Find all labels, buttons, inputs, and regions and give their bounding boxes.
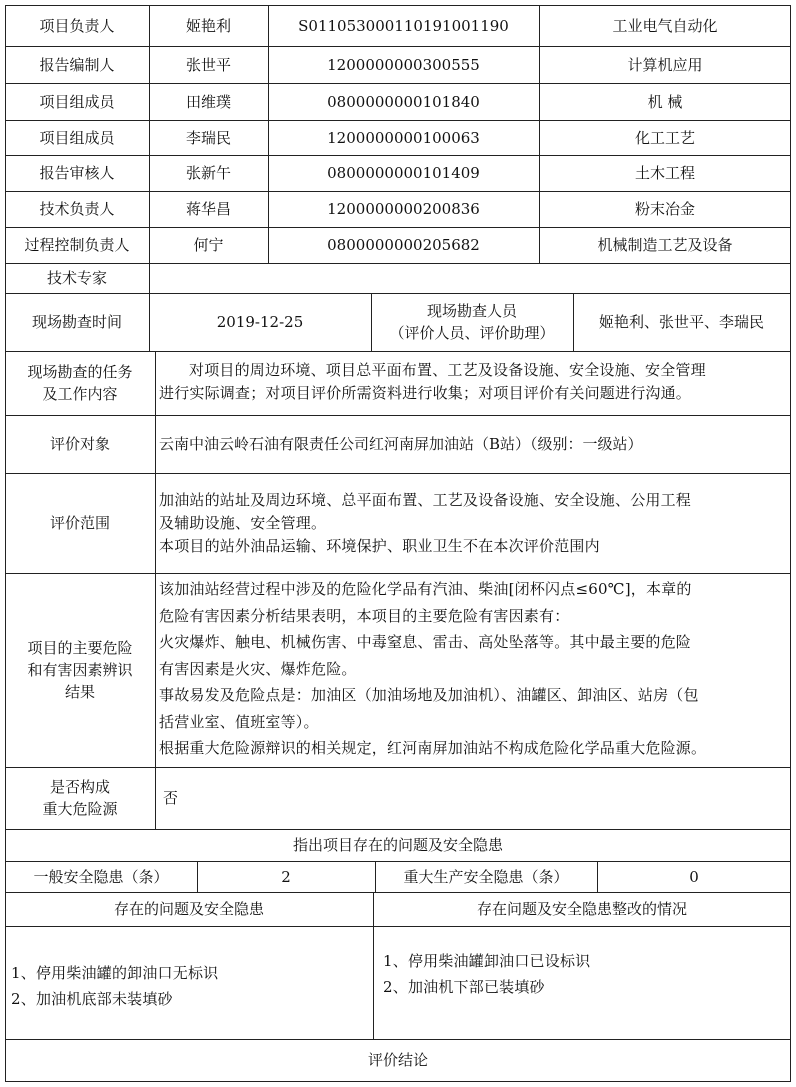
task-label-line-2: 及工作内容 [42,385,118,403]
personnel-name-6: 蒋华昌 [185,200,231,218]
scope-line-2: 及辅助设施、安全管理。 [159,514,327,532]
personnel-major-7: 机械制造工艺及设备 [597,236,733,254]
personnel-name-7: 何宁 [193,236,224,254]
object-value: 云南中油云岭石油有限责任公司红河南屏加油站（B站）（级别：一级站） [159,435,643,453]
personnel-name-3: 田维璞 [185,92,231,111]
hazards-line-6: 括营业室、值班室等）。 [159,712,319,731]
problem-item-2: 2、加油机底部未装填砂 [11,990,173,1008]
major-hazard-issue-count: 0 [689,867,699,886]
hazards-label-line-1: 项目的主要危险 [27,639,133,657]
personnel-name-2: 张世平 [185,55,231,74]
personnel-role-4: 项目组成员 [39,128,115,147]
personnel-cert-6: 1200000000200836 [327,200,480,218]
personnel-major-5: 土木工程 [634,164,695,182]
task-line-1: 对项目的周边环境、项目总平面布置、工艺及设备设施、安全设施、安全管理 [189,361,706,379]
evaluation-form [5,5,791,1082]
scope-line-3: 本项目的站外油品运输、环境保护、职业卫生不在本次评价范围内 [159,537,600,555]
survey-staff-label-line-1: 现场勘查人员 [426,302,517,320]
hazards-content [159,576,789,762]
task-label [5,351,155,415]
hazards-line-1: 该加油站经营过程中涉及的危险化学品有汽油、柴油[闭杯闪点≤60℃]，本章的 [159,580,692,598]
personnel-cert-3: 0800000000101840 [327,92,480,111]
personnel-cert-7: 0800000000205682 [327,236,480,254]
rectify-item-1: 1、停用柴油罐卸油口已设标识 [383,952,591,970]
issues-title: 指出项目存在的问题及安全隐患 [292,836,503,854]
major-hazard-label [5,767,155,829]
personnel-name-4: 李瑞民 [185,128,231,147]
hazards-line-4: 有害因素是火灾、爆炸危险。 [159,659,357,678]
problem-item-1: 1、停用柴油罐的卸油口无标识 [11,964,219,982]
general-hazard-label: 一般安全隐患（条） [33,867,169,886]
task-content [159,359,789,405]
hazards-label-line-3: 结果 [64,683,95,701]
hazards-label-line-2: 和有害因素辨识 [27,661,133,679]
personnel-major-1: 工业电气自动化 [612,16,718,35]
scope-line-1: 加油站的站址及周边环境、总平面布置、工艺及设备设施、安全设施、公用工程 [159,491,692,509]
hazards-line-2: 危险有害因素分析结果表明，本项目的主要危险有害因素有： [159,606,570,625]
personnel-role-1: 项目负责人 [39,16,115,35]
personnel-role-5: 报告审核人 [39,164,115,182]
hazards-line-3: 火灾爆炸、触电、机械伤害、中毒窒息、雷击、高处坠落等。其中最主要的危险 [159,633,692,651]
object-label: 评价对象 [49,435,110,453]
personnel-major-3: 机 械 [647,92,683,111]
personnel-name-1: 姬艳利 [185,16,231,35]
major-hazard-label-line-2: 重大危险源 [42,800,118,818]
personnel-name-5: 张新午 [185,164,231,182]
personnel-role-7: 过程控制负责人 [24,236,130,254]
problems-list [11,960,371,1012]
personnel-role-2: 报告编制人 [39,55,115,74]
survey-staff-label-line-2: （评价人员、评价助理） [389,324,555,342]
personnel-major-6: 粉末冶金 [634,200,695,218]
hazards-line-5: 事故易发及危险点是：加油区（加油场地及加油机）、油罐区、卸油区、站房（包 [159,686,699,704]
personnel-role-3: 项目组成员 [39,92,115,111]
personnel-cert-1: S011053000110191001190 [298,16,509,35]
personnel-cert-5: 0800000000101409 [327,164,480,182]
tech-expert-value [149,263,790,293]
survey-time-value: 2019-12-25 [216,313,304,331]
hazards-label [5,573,155,767]
survey-time-label: 现场勘查时间 [31,313,122,331]
rectify-list [383,948,783,1000]
hazards-line-7: 根据重大危险源辩识的相关规定，红河南屏加油站不构成危险化学品重大危险源。 [159,739,707,757]
personnel-cert-4: 1200000000100063 [327,128,480,147]
task-line-2: 进行实际调查；对项目评价所需资料进行收集；对项目评价有关问题进行沟通。 [159,384,692,402]
survey-staff-label [371,293,573,351]
task-label-line-1: 现场勘查的任务 [27,363,133,381]
rectify-item-2: 2、加油机下部已装填砂 [383,978,545,996]
personnel-role-6: 技术负责人 [39,200,115,218]
personnel-cert-2: 1200000000300555 [327,55,480,74]
problems-header: 存在的问题及安全隐患 [113,900,264,918]
major-hazard-label-line-1: 是否构成 [49,778,110,796]
major-hazard-issue-label: 重大生产安全隐患（条） [403,867,569,886]
survey-staff-value: 姬艳利、张世平、李瑞民 [598,313,764,331]
personnel-major-4: 化工工艺 [634,128,695,147]
conclusion-label: 评价结论 [367,1051,428,1069]
rectify-header: 存在问题及安全隐患整改的情况 [476,900,687,918]
scope-content [159,489,789,558]
tech-expert-label: 技术专家 [46,269,107,287]
personnel-major-2: 计算机应用 [627,55,703,74]
general-hazard-count: 2 [281,867,291,886]
major-hazard-value: 否 [163,789,179,807]
scope-label: 评价范围 [49,514,110,532]
